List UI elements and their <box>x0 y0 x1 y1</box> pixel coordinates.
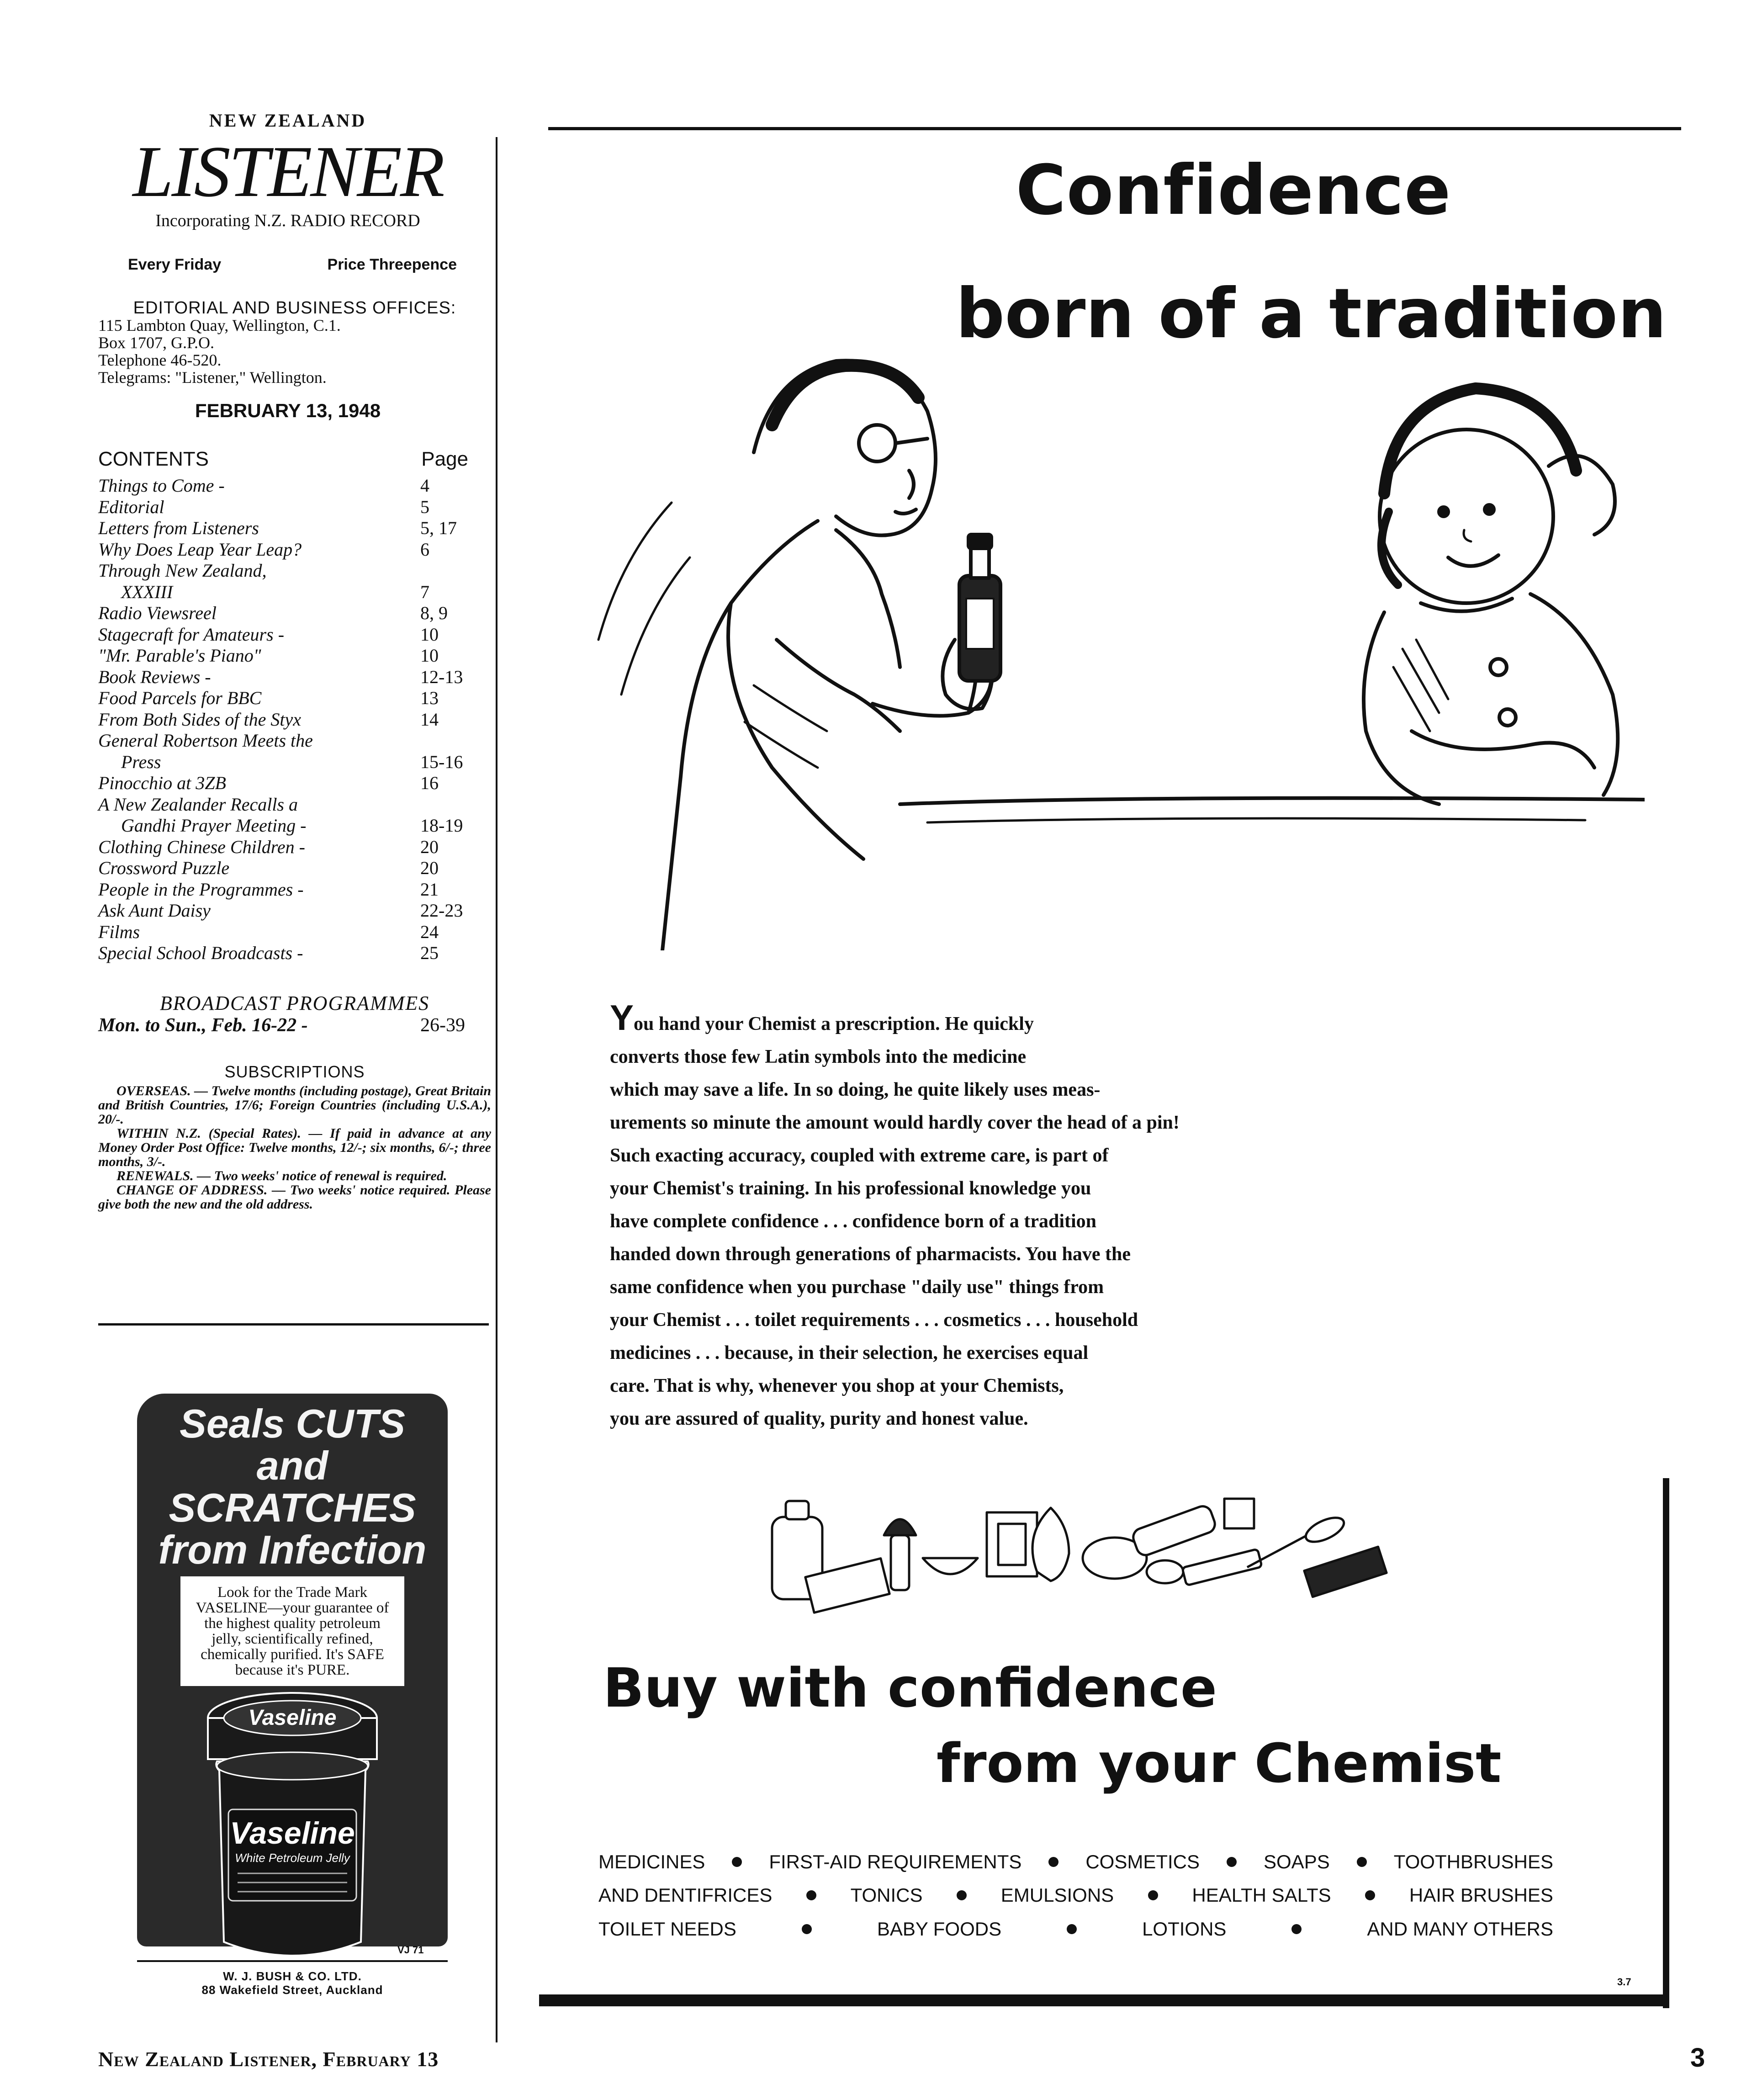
contents-row-page: 4 <box>420 475 429 496</box>
contents-row-page: 15-16 <box>420 751 463 772</box>
offices-telephone: Telephone 46-520. <box>98 351 222 369</box>
contents-row <box>98 709 491 731</box>
body-copy-text: you are assured of quality, purity and honest value. <box>610 1408 1028 1429</box>
bullet-dot <box>1291 1924 1302 1934</box>
body-copy-text: same confidence when you purchase "daily use" things from <box>610 1277 1104 1298</box>
vaseline-jar-lid-brand: Vaseline <box>248 1706 337 1730</box>
contents-row-page: 7 <box>420 581 429 602</box>
contents-row-title: Press <box>121 751 161 772</box>
contents-row-title: XXXIII <box>121 581 173 602</box>
body-copy-text: Such exacting accuracy, coupled with extreme care, is part of <box>610 1145 1109 1166</box>
subscriptions-text <box>98 1084 491 1211</box>
category-row-2 <box>598 1882 1553 1909</box>
category-item: TOOTHBRUSHES <box>1393 1851 1553 1872</box>
vaseline-headline-line4: from Infection <box>158 1527 427 1572</box>
contents-row-page: 20 <box>420 858 439 878</box>
chemist-ad-top-rule <box>548 127 1681 130</box>
masthead <box>91 110 484 231</box>
issue-date: FEBRUARY 13, 1948 <box>195 400 381 421</box>
category-item: BABY FOODS <box>877 1918 1002 1940</box>
category-item: COSMETICS <box>1085 1851 1200 1872</box>
contents-row <box>98 858 491 879</box>
contents-row-page: 22-23 <box>420 900 463 921</box>
contents-row-page: 10 <box>420 624 439 645</box>
contents-row-title: Editorial <box>98 496 164 517</box>
contents-row <box>98 539 491 561</box>
contents-row-title: Crossword Puzzle <box>98 858 230 878</box>
bullet-dot <box>1227 1857 1237 1867</box>
contents-row-title: Food Parcels for BBC <box>98 688 262 708</box>
vaseline-jar-illustration <box>178 1686 407 1969</box>
contents-row-title: "Mr. Parable's Piano" <box>98 645 261 666</box>
vaseline-distributor-name: W. J. BUSH & CO. LTD. <box>223 1969 362 1983</box>
vaseline-body-text: Look for the Trade Mark VASELINE—your guarantee of the highest quality petroleum jelly, scientifically refined, chemically purified. It's SAFE because it's PURE. <box>180 1576 404 1686</box>
body-copy-text: which may save a life. In so doing, he quite likely uses meas- <box>610 1079 1101 1100</box>
contents-row-page: 5, 17 <box>420 518 457 538</box>
drop-cap: Y <box>610 997 634 1038</box>
contents-row <box>98 943 491 964</box>
body-copy-text: urements so minute the amount would hardly cover the head of a pin! <box>610 1112 1180 1133</box>
body-copy-line <box>610 1369 1355 1402</box>
bullet-dot <box>1357 1857 1367 1867</box>
bullet-dot <box>802 1924 812 1934</box>
masthead-incorporating: Incorporating N.Z. RADIO RECORD <box>155 211 420 230</box>
category-item: HEALTH SALTS <box>1192 1884 1331 1906</box>
contents-row <box>98 794 491 816</box>
contents-heading-row <box>98 448 468 471</box>
masthead-title: LISTENER <box>132 131 443 212</box>
vaseline-headline-line3: SCRATCHES <box>169 1485 416 1530</box>
subscriptions-within: WITHIN N.Z. (Special Rates). — If paid in advance at any Money Order Post Office: Twelve months, 12/-; six months, 6/-; three months, 3/-. <box>98 1126 491 1169</box>
contents-list <box>98 475 491 964</box>
category-item: HAIR BRUSHES <box>1409 1884 1553 1906</box>
contents-row <box>98 475 491 497</box>
contents-page-heading: Page <box>421 448 468 470</box>
contents-row-page: 14 <box>420 709 439 730</box>
vaseline-headline-line2: and <box>256 1443 328 1488</box>
body-copy-line <box>610 1304 1355 1336</box>
contents-row <box>98 667 491 688</box>
contents-row-page: 21 <box>420 879 439 900</box>
category-item: LOTIONS <box>1142 1918 1227 1940</box>
offices-heading: EDITORIAL AND BUSINESS OFFICES: <box>133 298 456 318</box>
column-divider <box>496 137 497 2042</box>
body-copy-text: handed down through generations of pharmacists. You have the <box>610 1244 1131 1265</box>
contents-row <box>98 497 491 518</box>
chemist-ad-right-bar <box>1663 1478 1669 2008</box>
bullet-dot <box>1048 1857 1058 1867</box>
vaseline-jar-subtitle: White Petroleum Jelly <box>235 1851 350 1865</box>
contents-row <box>98 922 491 943</box>
left-divider-rule <box>98 1323 489 1326</box>
masthead-price: Price Threepence <box>327 256 457 273</box>
chemist-body-copy <box>610 997 1355 1435</box>
body-copy-line <box>610 1073 1355 1106</box>
contents-row-title: Book Reviews - <box>98 666 211 687</box>
category-item: SOAPS <box>1264 1851 1330 1872</box>
bullet-dot <box>1067 1924 1077 1934</box>
body-copy-text: have complete confidence . . . confidence born of a tradition <box>610 1211 1097 1232</box>
contents-row-page: 20 <box>420 836 439 857</box>
contents-row-title: Through New Zealand, <box>98 560 267 581</box>
chemist-tagline-from: from your Chemist <box>937 1732 1502 1795</box>
category-item: TOILET NEEDS <box>598 1918 736 1940</box>
bullet-dot <box>1365 1890 1375 1900</box>
contents-row-title: Gandhi Prayer Meeting - <box>121 815 307 836</box>
bullet-dot <box>957 1890 967 1900</box>
contents-row-page: 16 <box>420 773 439 793</box>
contents-row <box>98 773 491 794</box>
category-item: MEDICINES <box>598 1851 705 1872</box>
vaseline-ad-rule <box>137 1960 448 1962</box>
contents-row-page: 18-19 <box>420 815 463 836</box>
vaseline-distributor-address: 88 Wakefield Street, Auckland <box>201 1983 383 1997</box>
contents-row-title: Radio Viewsreel <box>98 603 217 623</box>
contents-row <box>98 837 491 858</box>
broadcast-range: Mon. to Sun., Feb. 16-22 - <box>98 1015 308 1036</box>
chemist-and-girl-illustration <box>580 320 1645 950</box>
contents-row-title: Things to Come - <box>98 475 225 496</box>
contents-row-title: People in the Programmes - <box>98 879 304 900</box>
contents-row-page: 13 <box>420 688 439 708</box>
contents-row <box>98 518 491 539</box>
contents-row-page: 24 <box>420 921 439 942</box>
contents-row-title: From Both Sides of the Styx <box>98 709 301 730</box>
chemist-tagline-buy: Buy with confidence <box>603 1656 1217 1719</box>
broadcast-row <box>98 1014 491 1036</box>
masthead-info-row <box>128 256 457 274</box>
category-row-1 <box>598 1848 1553 1876</box>
broadcast-pages: 26-39 <box>420 1015 465 1036</box>
broadcast-heading: BROADCAST PROGRAMMES <box>159 992 430 1014</box>
contents-row-page: 10 <box>420 645 439 666</box>
body-copy-text: your Chemist . . . toilet requirements . . . cosmetics . . . household <box>610 1310 1138 1331</box>
body-copy-line <box>610 1238 1355 1271</box>
body-copy-line <box>610 1205 1355 1238</box>
contents-row <box>98 560 491 582</box>
contents-row-title: A New Zealander Recalls a <box>98 794 298 815</box>
contents-row-page: 25 <box>420 943 439 963</box>
vaseline-ad-code: VJ 71 <box>397 1944 424 1956</box>
category-item: AND DENTIFRICES <box>598 1884 773 1906</box>
vaseline-headline-line1: Seals CUTS <box>180 1401 405 1446</box>
page-number: 3 <box>1690 2043 1705 2073</box>
contents-row <box>98 815 491 837</box>
contents-row-title: General Robertson Meets the <box>98 730 313 751</box>
contents-row <box>98 582 491 603</box>
chemist-headline-tradition: born of a tradition <box>955 274 1667 354</box>
contents-row <box>98 879 491 901</box>
body-copy-text: your Chemist's training. In his professional knowledge you <box>610 1178 1091 1199</box>
category-item: FIRST-AID REQUIREMENTS <box>769 1851 1022 1872</box>
offices-box: Box 1707, G.P.O. <box>98 334 215 352</box>
vaseline-jar-brand: Vaseline <box>230 1816 355 1851</box>
body-copy-line <box>610 1106 1355 1139</box>
contents-row <box>98 730 491 752</box>
offices-block <box>98 299 491 386</box>
contents-row-page: 8, 9 <box>420 603 448 623</box>
category-item: TONICS <box>850 1884 923 1906</box>
body-copy-line <box>610 1040 1355 1073</box>
contents-row <box>98 688 491 709</box>
category-row-3 <box>598 1915 1553 1943</box>
contents-row <box>98 603 491 624</box>
contents-row-page: 5 <box>420 496 429 517</box>
masthead-frequency: Every Friday <box>128 256 222 273</box>
contents-row-title: Why Does Leap Year Leap? <box>98 539 302 560</box>
bullet-dot <box>732 1857 742 1867</box>
contents-row-title: Pinocchio at 3ZB <box>98 773 226 793</box>
body-copy-line <box>610 1139 1355 1172</box>
toiletries-illustration <box>767 1480 1389 1617</box>
body-copy-text: converts those few Latin symbols into the medicine <box>610 1046 1027 1067</box>
category-item: AND MANY OTHERS <box>1367 1918 1553 1940</box>
contents-row-title: Clothing Chinese Children - <box>98 836 305 857</box>
contents-row-page: 6 <box>420 539 429 560</box>
masthead-country: NEW ZEALAND <box>209 110 367 131</box>
contents-heading: CONTENTS <box>98 448 209 470</box>
contents-row <box>98 900 491 922</box>
contents-row-title: Letters from Listeners <box>98 518 259 538</box>
body-copy-text: ou hand your Chemist a prescription. He quickly <box>634 1013 1034 1034</box>
vaseline-advertisement <box>137 1394 448 1997</box>
body-copy-line <box>610 1172 1355 1205</box>
bullet-dot <box>1148 1890 1158 1900</box>
bullet-dot <box>806 1890 816 1900</box>
page-footer: New Zealand Listener, February 13 <box>98 2047 439 2071</box>
contents-row-title: Films <box>98 921 140 942</box>
chemist-ad-code: 3.7 <box>1617 1976 1631 1988</box>
vaseline-headline <box>151 1403 434 1571</box>
body-copy-line <box>610 1336 1355 1369</box>
offices-address: 115 Lambton Quay, Wellington, C.1. <box>98 316 341 334</box>
category-item: EMULSIONS <box>1000 1884 1114 1906</box>
vaseline-distributor <box>137 1969 448 1997</box>
contents-row-page: 12-13 <box>420 666 463 687</box>
chemist-headline-confidence: Confidence <box>1016 151 1451 230</box>
offices-telegrams: Telegrams: "Listener," Wellington. <box>98 368 327 387</box>
subscriptions-heading: SUBSCRIPTIONS <box>224 1062 365 1081</box>
subscriptions-change: CHANGE OF ADDRESS. — Two weeks' notice required. Please give both the new and the old address. <box>98 1183 491 1212</box>
body-copy-line <box>610 1271 1355 1304</box>
body-copy-text: medicines . . . because, in their selection, he exercises equal <box>610 1342 1089 1363</box>
contents-row-title: Ask Aunt Daisy <box>98 900 211 921</box>
subscriptions-renewals: RENEWALS. — Two weeks' notice of renewal is required. <box>116 1168 447 1183</box>
body-copy-line <box>610 997 1355 1040</box>
chemist-ad-bottom-rule <box>539 1994 1667 2006</box>
contents-row <box>98 752 491 773</box>
contents-row <box>98 624 491 646</box>
body-copy-text: care. That is why, whenever you shop at your Chemists, <box>610 1375 1064 1396</box>
contents-row-title: Special School Broadcasts - <box>98 943 303 963</box>
subscriptions-overseas: OVERSEAS. — Twelve months (including postage), Great Britain and British Countries, 17/6; Foreign Countries (including U.S.A.), 20/-. <box>98 1083 491 1127</box>
body-copy-line <box>610 1402 1355 1435</box>
contents-row <box>98 645 491 667</box>
contents-row-title: Stagecraft for Amateurs - <box>98 624 285 645</box>
